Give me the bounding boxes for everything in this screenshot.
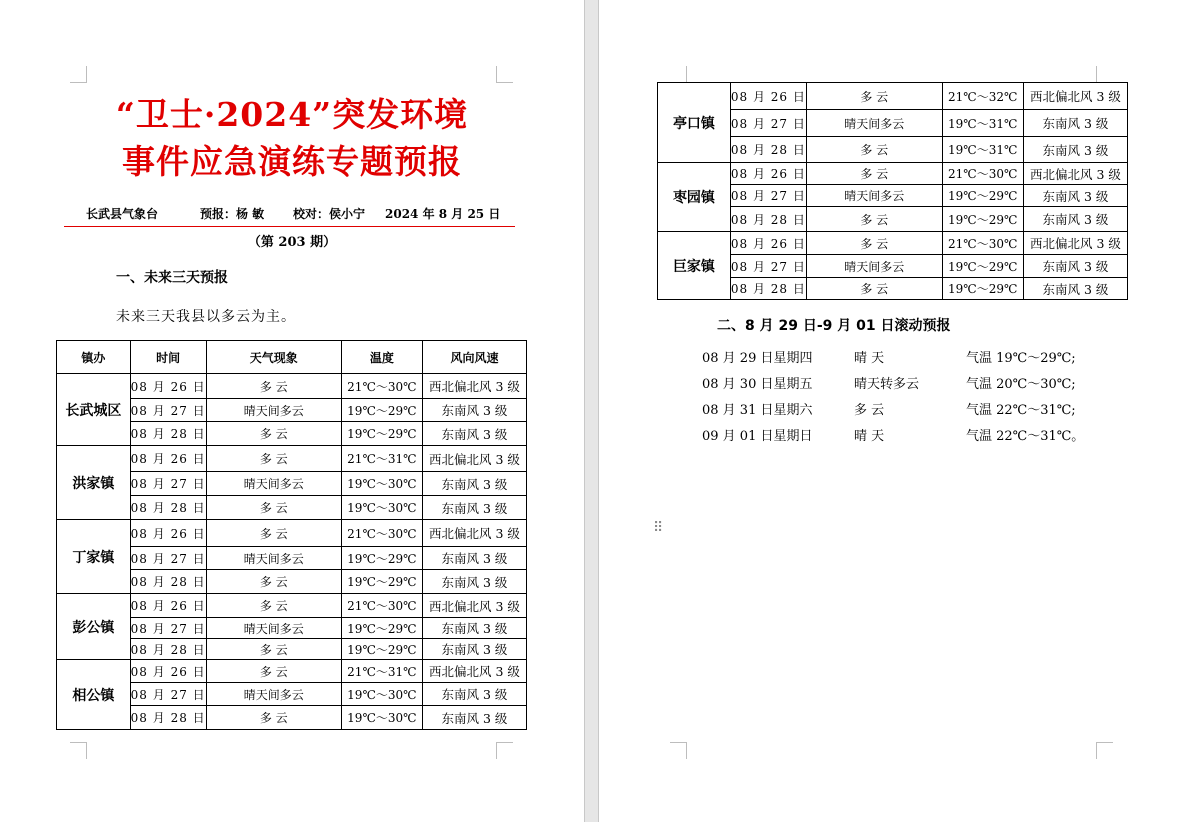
temperature-cell: 19℃～30℃ bbox=[341, 706, 422, 730]
weather-cell: 晴天间多云 bbox=[806, 255, 942, 278]
wind-cell: 东南风 3 级 bbox=[422, 683, 526, 706]
weather-cell: 多 云 bbox=[806, 207, 942, 232]
wind-cell: 东南风 3 级 bbox=[1023, 255, 1127, 278]
wind-cell: 西北偏北风 3 级 bbox=[422, 660, 526, 683]
section-1-summary: 未来三天我县以多云为主。 bbox=[116, 309, 296, 325]
date-cell: 08 月 28 日 bbox=[130, 639, 206, 660]
weather-cell: 多 云 bbox=[206, 446, 341, 472]
byline-checker: 校对：侯小宁 bbox=[293, 207, 366, 221]
temperature-cell: 19℃～29℃ bbox=[341, 422, 422, 446]
temperature-cell: 21℃～32℃ bbox=[942, 83, 1023, 110]
town-name: 彭公镇 bbox=[57, 594, 131, 660]
wind-cell: 东南风 3 级 bbox=[422, 639, 526, 660]
temperature-cell: 19℃～29℃ bbox=[341, 570, 422, 594]
date-cell: 08 月 28 日 bbox=[130, 706, 206, 730]
byline-org: 长武县气象台 bbox=[86, 207, 159, 221]
date-cell: 08 月 27 日 bbox=[130, 683, 206, 706]
town-name: 洪家镇 bbox=[57, 446, 131, 520]
date-cell: 08 月 27 日 bbox=[130, 547, 206, 570]
weather-cell: 晴天间多云 bbox=[206, 618, 341, 639]
temperature-cell: 19℃～31℃ bbox=[942, 137, 1023, 163]
temperature-cell: 19℃～30℃ bbox=[341, 683, 422, 706]
date-cell: 08 月 27 日 bbox=[730, 185, 806, 207]
temperature-cell: 21℃～30℃ bbox=[341, 374, 422, 399]
forecast-weather: 多 云 bbox=[854, 403, 885, 418]
town-name: 亭口镇 bbox=[658, 83, 731, 163]
temperature-cell: 19℃～29℃ bbox=[341, 547, 422, 570]
temperature-cell: 19℃～29℃ bbox=[341, 399, 422, 422]
weather-cell: 晴天间多云 bbox=[206, 547, 341, 570]
crop-mark bbox=[1096, 66, 1113, 83]
weather-cell: 多 云 bbox=[206, 520, 341, 547]
weather-cell: 多 云 bbox=[206, 660, 341, 683]
date-cell: 08 月 28 日 bbox=[130, 496, 206, 520]
weather-cell: 多 云 bbox=[206, 496, 341, 520]
header-divider bbox=[64, 226, 515, 227]
wind-cell: 西北偏北风 3 级 bbox=[422, 594, 526, 618]
wind-cell: 东南风 3 级 bbox=[1023, 137, 1127, 163]
temperature-cell: 19℃～30℃ bbox=[341, 496, 422, 520]
wind-cell: 西北偏北风 3 级 bbox=[422, 520, 526, 547]
temperature-cell: 19℃～29℃ bbox=[341, 639, 422, 660]
wind-cell: 西北偏北风 3 级 bbox=[1023, 163, 1127, 185]
weather-cell: 多 云 bbox=[206, 594, 341, 618]
section-2-heading: 二、8 月 29 日-9 月 01 日滚动预报 bbox=[717, 318, 951, 334]
weather-cell: 多 云 bbox=[206, 374, 341, 399]
forecast-day: 08 月 29 日星期四 bbox=[702, 351, 813, 366]
temperature-cell: 21℃～30℃ bbox=[942, 163, 1023, 185]
date-cell: 08 月 26 日 bbox=[130, 594, 206, 618]
table-row bbox=[57, 520, 527, 547]
town-name: 长武城区 bbox=[57, 374, 131, 446]
date-cell: 08 月 26 日 bbox=[130, 374, 206, 399]
weather-cell: 多 云 bbox=[206, 639, 341, 660]
wind-cell: 西北偏北风 3 级 bbox=[422, 374, 526, 399]
forecast-day: 08 月 31 日星期六 bbox=[702, 403, 813, 418]
weather-cell: 多 云 bbox=[806, 278, 942, 300]
weather-cell: 晴天间多云 bbox=[806, 110, 942, 137]
wind-cell: 西北偏北风 3 级 bbox=[422, 446, 526, 472]
weather-cell: 多 云 bbox=[806, 137, 942, 163]
wind-cell: 东南风 3 级 bbox=[1023, 110, 1127, 137]
date-cell: 08 月 27 日 bbox=[130, 618, 206, 639]
wind-cell: 东南风 3 级 bbox=[1023, 278, 1127, 300]
crop-mark bbox=[1096, 742, 1113, 759]
weather-cell: 晴天间多云 bbox=[206, 472, 341, 496]
wind-cell: 西北偏北风 3 级 bbox=[1023, 232, 1127, 255]
date-cell: 08 月 26 日 bbox=[130, 446, 206, 472]
date-cell: 08 月 28 日 bbox=[130, 570, 206, 594]
temperature-cell: 19℃～30℃ bbox=[341, 472, 422, 496]
wind-cell: 东南风 3 级 bbox=[422, 618, 526, 639]
temperature-cell: 21℃～30℃ bbox=[341, 594, 422, 618]
document-title-line-2: 事件应急演练专题预报 bbox=[122, 142, 462, 181]
town-name: 枣园镇 bbox=[658, 163, 731, 232]
forecast-day: 08 月 30 日星期五 bbox=[702, 377, 813, 392]
date-cell: 08 月 27 日 bbox=[730, 255, 806, 278]
forecast-weather: 晴 天 bbox=[854, 429, 885, 444]
crop-mark bbox=[70, 742, 87, 759]
byline-date: 2024 年 8 月 25 日 bbox=[385, 207, 501, 221]
byline-forecaster: 预报：杨 敏 bbox=[200, 207, 265, 221]
date-cell: 08 月 28 日 bbox=[730, 137, 806, 163]
table-row bbox=[57, 446, 527, 472]
section-1-heading: 一、未来三天预报 bbox=[116, 270, 228, 286]
temperature-cell: 19℃～29℃ bbox=[942, 185, 1023, 207]
forecast-weather: 晴 天 bbox=[854, 351, 885, 366]
forecast-table-left bbox=[56, 340, 527, 730]
forecast-temperature: 气温 22℃～31℃。 bbox=[966, 429, 1085, 444]
page-gap bbox=[584, 0, 599, 822]
forecast-temperature: 气温 19℃～29℃; bbox=[966, 351, 1076, 366]
temperature-cell: 21℃～31℃ bbox=[341, 446, 422, 472]
weather-cell: 多 云 bbox=[206, 422, 341, 446]
temperature-cell: 19℃～29℃ bbox=[942, 207, 1023, 232]
wind-cell: 东南风 3 级 bbox=[422, 422, 526, 446]
document-title-line-1: “卫士·2024”突发环境 bbox=[115, 95, 469, 134]
date-cell: 08 月 26 日 bbox=[730, 83, 806, 110]
temperature-cell: 19℃～29℃ bbox=[341, 618, 422, 639]
temperature-cell: 21℃～30℃ bbox=[942, 232, 1023, 255]
wind-cell: 东南风 3 级 bbox=[422, 472, 526, 496]
table-row bbox=[57, 660, 527, 683]
header-temperature: 温度 bbox=[341, 341, 422, 374]
wind-cell: 东南风 3 级 bbox=[1023, 207, 1127, 232]
temperature-cell: 19℃～31℃ bbox=[942, 110, 1023, 137]
date-cell: 08 月 26 日 bbox=[730, 232, 806, 255]
crop-mark bbox=[670, 66, 687, 83]
date-cell: 08 月 26 日 bbox=[130, 660, 206, 683]
table-row bbox=[57, 594, 527, 618]
date-cell: 08 月 28 日 bbox=[730, 278, 806, 300]
forecast-table-right bbox=[657, 82, 1128, 300]
table-row bbox=[658, 83, 1128, 110]
town-name: 丁家镇 bbox=[57, 520, 131, 594]
wind-cell: 西北偏北风 3 级 bbox=[1023, 83, 1127, 110]
weather-cell: 多 云 bbox=[206, 570, 341, 594]
weather-cell: 多 云 bbox=[206, 706, 341, 730]
date-cell: 08 月 27 日 bbox=[730, 110, 806, 137]
town-name: 相公镇 bbox=[57, 660, 131, 730]
temperature-cell: 21℃～30℃ bbox=[341, 520, 422, 547]
town-name: 巨家镇 bbox=[658, 232, 731, 300]
crop-mark bbox=[496, 66, 513, 83]
crop-mark bbox=[70, 66, 87, 83]
wind-cell: 东南风 3 级 bbox=[422, 706, 526, 730]
date-cell: 08 月 26 日 bbox=[730, 163, 806, 185]
forecast-temperature: 气温 20℃～30℃; bbox=[966, 377, 1076, 392]
forecast-day: 09 月 01 日星期日 bbox=[702, 429, 813, 444]
date-cell: 08 月 27 日 bbox=[130, 399, 206, 422]
date-cell: 08 月 28 日 bbox=[730, 207, 806, 232]
temperature-cell: 21℃～31℃ bbox=[341, 660, 422, 683]
wind-cell: 东南风 3 级 bbox=[422, 570, 526, 594]
issue-number: （第 203 期） bbox=[247, 235, 337, 250]
wind-cell: 东南风 3 级 bbox=[1023, 185, 1127, 207]
document-page-1 bbox=[0, 0, 584, 822]
wind-cell: 东南风 3 级 bbox=[422, 547, 526, 570]
weather-cell: 多 云 bbox=[806, 83, 942, 110]
weather-cell: 晴天间多云 bbox=[206, 399, 341, 422]
date-cell: 08 月 26 日 bbox=[130, 520, 206, 547]
forecast-weather: 晴天转多云 bbox=[854, 377, 920, 392]
drag-handle-icon[interactable]: ⠿ bbox=[653, 520, 664, 536]
table-row bbox=[658, 232, 1128, 255]
header-wind: 风向风速 bbox=[422, 341, 526, 374]
temperature-cell: 19℃～29℃ bbox=[942, 255, 1023, 278]
forecast-temperature: 气温 22℃～31℃; bbox=[966, 403, 1076, 418]
table-row bbox=[658, 163, 1128, 185]
crop-mark bbox=[496, 742, 513, 759]
table-row bbox=[57, 374, 527, 399]
wind-cell: 东南风 3 级 bbox=[422, 496, 526, 520]
weather-cell: 晴天间多云 bbox=[206, 683, 341, 706]
wind-cell: 东南风 3 级 bbox=[422, 399, 526, 422]
header-town: 镇办 bbox=[57, 341, 131, 374]
weather-cell: 晴天间多云 bbox=[806, 185, 942, 207]
date-cell: 08 月 27 日 bbox=[130, 472, 206, 496]
header-weather: 天气现象 bbox=[206, 341, 341, 374]
weather-cell: 多 云 bbox=[806, 232, 942, 255]
crop-mark bbox=[670, 742, 687, 759]
weather-cell: 多 云 bbox=[806, 163, 942, 185]
date-cell: 08 月 28 日 bbox=[130, 422, 206, 446]
header-date: 时间 bbox=[130, 341, 206, 374]
temperature-cell: 19℃～29℃ bbox=[942, 278, 1023, 300]
